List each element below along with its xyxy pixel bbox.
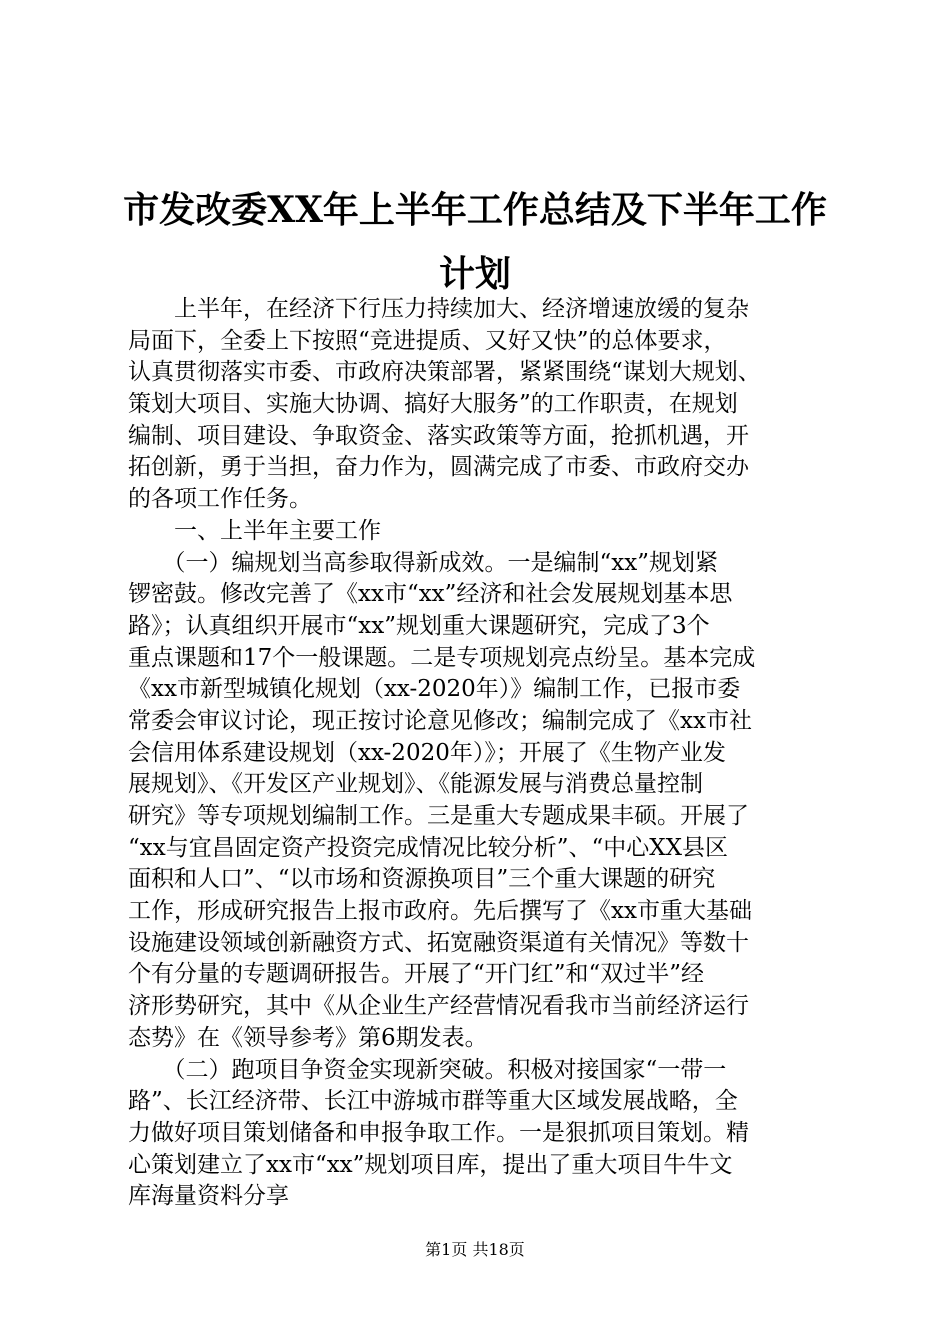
body-line: 面积和人口”、“以市场和资源换项目”三个重大课题的研究 bbox=[128, 866, 716, 893]
document-title bbox=[120, 178, 830, 306]
body-line: 路》；认真组织开展市“xx”规划重大课题研究，完成了3个 bbox=[128, 612, 710, 639]
body-line: 认真贯彻落实市委、市政府决策部署，紧紧围绕“谋划大规划、 bbox=[128, 359, 761, 386]
body-line: “xx与宜昌固定资产投资完成情况比较分析”、“中心XX县区 bbox=[128, 834, 728, 861]
body-line: 设施建设领域创新融资方式、拓宽融资渠道有关情况》等数十 bbox=[128, 929, 749, 956]
body-line: 库海量资料分享 bbox=[128, 1183, 289, 1210]
body-line: 编制、项目建设、争取资金、落实政策等方面，抢抓机遇，开 bbox=[128, 422, 749, 449]
body-line: 济形势研究，其中《从企业生产经营情况看我市当前经济运行 bbox=[128, 993, 749, 1020]
body-line: 个有分量的专题调研报告。开展了“开门红”和“双过半”经 bbox=[128, 961, 705, 988]
body-line: （二）跑项目争资金实现新突破。积极对接国家“一带一 bbox=[128, 1056, 727, 1083]
body-line: 力做好项目策划储备和申报争取工作。一是狠抓项目策划。精 bbox=[128, 1119, 749, 1146]
body-line: 《xx市新型城镇化规划（xx-2020年）》编制工作，已报市委 bbox=[128, 676, 741, 703]
body-line: 心策划建立了xx市“xx”规划项目库，提出了重大项目牛牛文 bbox=[128, 1151, 733, 1178]
body-line: 路”、长江经济带、长江中游城市群等重大区域发展战略，全 bbox=[128, 1088, 738, 1115]
title-line: 市发改委XX年上半年工作总结及下半年工作 bbox=[123, 189, 827, 231]
body-line: 重点课题和17个一般课题。二是专项规划亮点纷呈。基本完成 bbox=[128, 644, 756, 671]
body-line: 会信用体系建设规划（xx-2020年）》；开展了《生物产业发 bbox=[128, 739, 726, 766]
body-line: 研究》等专项规划编制工作。三是重大专题成果丰硕。开展了 bbox=[128, 803, 749, 829]
section-heading: 一、上半年主要工作 bbox=[128, 517, 381, 544]
body-line: 上半年，在经济下行压力持续加大、经济增速放缓的复杂 bbox=[128, 296, 749, 322]
body-line: 拓创新，勇于当担，奋力作为，圆满完成了市委、市政府交办 bbox=[128, 454, 749, 481]
body-line: 态势》在《领导参考》第6期发表。 bbox=[128, 1024, 488, 1051]
body-line: 锣密鼓。修改完善了《xx市“xx”经济和社会发展规划基本思 bbox=[128, 581, 733, 608]
body-line: 展规划》、《开发区产业规划》、《能源发展与消费总量控制 bbox=[128, 771, 703, 798]
body-line: 局面下，全委上下按照“竞进提质、又好又快”的总体要求， bbox=[128, 327, 727, 354]
title-line: 计划 bbox=[438, 253, 511, 295]
page-number-footer: 第1页 共18页 bbox=[425, 1240, 525, 1259]
body-line: 策划大项目、实施大协调、搞好大服务”的工作职责，在规划 bbox=[128, 391, 738, 418]
body-line: （一）编规划当高参取得新成效。一是编制“xx”规划紧 bbox=[128, 549, 718, 576]
body-line: 工作，形成研究报告上报市政府。先后撰写了《xx市重大基础 bbox=[128, 898, 752, 925]
body-line: 的各项工作任务。 bbox=[128, 486, 312, 513]
document-body bbox=[128, 294, 840, 1213]
body-line: 常委会审议讨论，现正按讨论意见修改；编制完成了《xx市社 bbox=[128, 707, 752, 734]
